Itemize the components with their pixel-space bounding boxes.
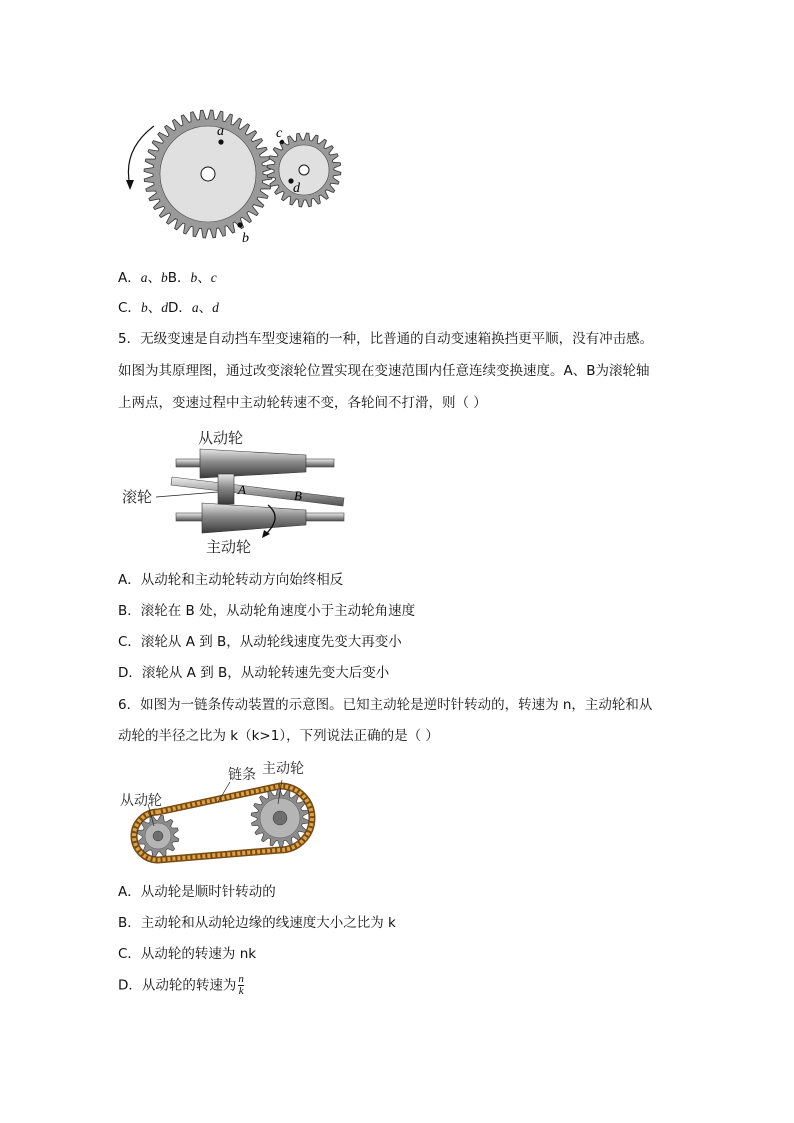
q4-option-b-var2: c — [210, 270, 217, 285]
roller — [218, 474, 234, 504]
driver-sprocket-hub — [273, 811, 287, 825]
driven-cone — [200, 449, 306, 478]
q6-option-d — [118, 974, 244, 997]
cvt-driven-label: 从动轮 — [198, 429, 244, 447]
large-gear — [144, 110, 272, 238]
q5-option-b: B．滚轮在 B 处，从动轮角速度小于主动轮角速度 — [118, 603, 416, 619]
q5-option-c: C．滚轮从 A 到 B，从动轮线速度先变大再变小 — [118, 634, 402, 650]
fraction-denominator: k — [238, 985, 244, 997]
q5-stem-line-1: 5．无级变速是自动挡车型变速箱的一种，比普通的自动变速箱换挡更平顺，没有冲击感。 — [118, 331, 654, 347]
rotation-arrowhead-icon — [126, 180, 134, 190]
label-a: a — [217, 124, 224, 139]
q5-stem-line-2: 如图为其原理图，通过改变滚轮位置实现在变速范围内任意连续变换速度。A、B为滚轮轴 — [118, 363, 650, 379]
label-c: c — [276, 126, 283, 141]
q4-option-b-var1: b — [190, 270, 198, 285]
q4-option-d-var2: d — [212, 300, 219, 315]
q4-option-a-var1: a — [140, 270, 148, 285]
q4-option-b-sep: 、 — [197, 270, 211, 286]
q4-option-d-sep: 、 — [198, 300, 213, 316]
q4-option-c-marker: C． — [118, 300, 141, 316]
q6-option-c: C．从动轮的转速为 nk — [118, 946, 257, 962]
q6-option-a: A．从动轮是顺时针转动的 — [118, 884, 276, 900]
q4-option-c-var1: b — [140, 300, 148, 315]
q4-option-c-sep: 、 — [147, 300, 162, 316]
chain-driven-label: 从动轮 — [120, 793, 162, 809]
q4-option-c-var2: d — [161, 300, 168, 315]
cvt-roller-label: 滚轮 — [122, 488, 153, 506]
point-a-dot — [218, 139, 223, 144]
q4-options-row-2 — [118, 299, 219, 317]
driven-sprocket — [137, 815, 179, 857]
q4-option-a-var2: b — [161, 270, 168, 285]
roller-leader-line — [156, 492, 218, 497]
q6-stem-line-1: 6．如图为一链条传动装置的示意图。已知主动轮是逆时针转动的，转速为 n，主动轮和从 — [118, 697, 653, 713]
q4-option-a-sep: 、 — [147, 270, 161, 286]
q5-option-d: D．滚轮从 A 到 B，从动轮转速先变大后变小 — [118, 665, 390, 681]
driven-sprocket-hub — [153, 831, 163, 841]
point-a-label: A — [238, 482, 246, 497]
q4-option-b-marker: B． — [167, 270, 191, 286]
label-b: b — [242, 231, 249, 246]
q4-option-a-marker: A． — [118, 270, 141, 286]
point-b-dot — [237, 222, 242, 227]
gears-figure — [118, 108, 353, 248]
driver-cone — [202, 503, 306, 533]
label-d: d — [293, 181, 300, 196]
q4-option-d-var1: a — [191, 300, 199, 315]
q6-option-d-fraction — [238, 974, 244, 997]
cvt-figure — [118, 422, 358, 562]
chain-driver-label: 主动轮 — [262, 761, 304, 777]
q6-option-b: B．主动轮和从动轮边缘的线速度大小之比为 k — [118, 915, 396, 931]
q6-option-d-text: D．从动轮的转速为 — [118, 977, 237, 994]
cvt-driver-label: 主动轮 — [206, 538, 252, 556]
chain-label: 链条 — [228, 767, 256, 783]
big-gear-hub — [201, 167, 215, 181]
q4-option-d-marker: D． — [167, 300, 192, 316]
point-b-label: B — [294, 488, 302, 503]
chain-figure — [118, 756, 318, 868]
small-gear-hub — [299, 165, 309, 175]
roller-shaft — [171, 477, 344, 506]
q6-stem-line-2: 动轮的半径之比为 k（k>1），下列说法正确的是（ ） — [118, 728, 439, 744]
small-gear — [267, 133, 341, 207]
q5-stem-line-3: 上两点，变速过程中主动轮转速不变，各轮间不打滑，则（ ） — [118, 395, 487, 411]
q5-option-a: A．从动轮和主动轮转动方向始终相反 — [118, 572, 344, 588]
fraction-numerator: n — [238, 973, 244, 985]
q4-options-row-1 — [118, 269, 217, 287]
